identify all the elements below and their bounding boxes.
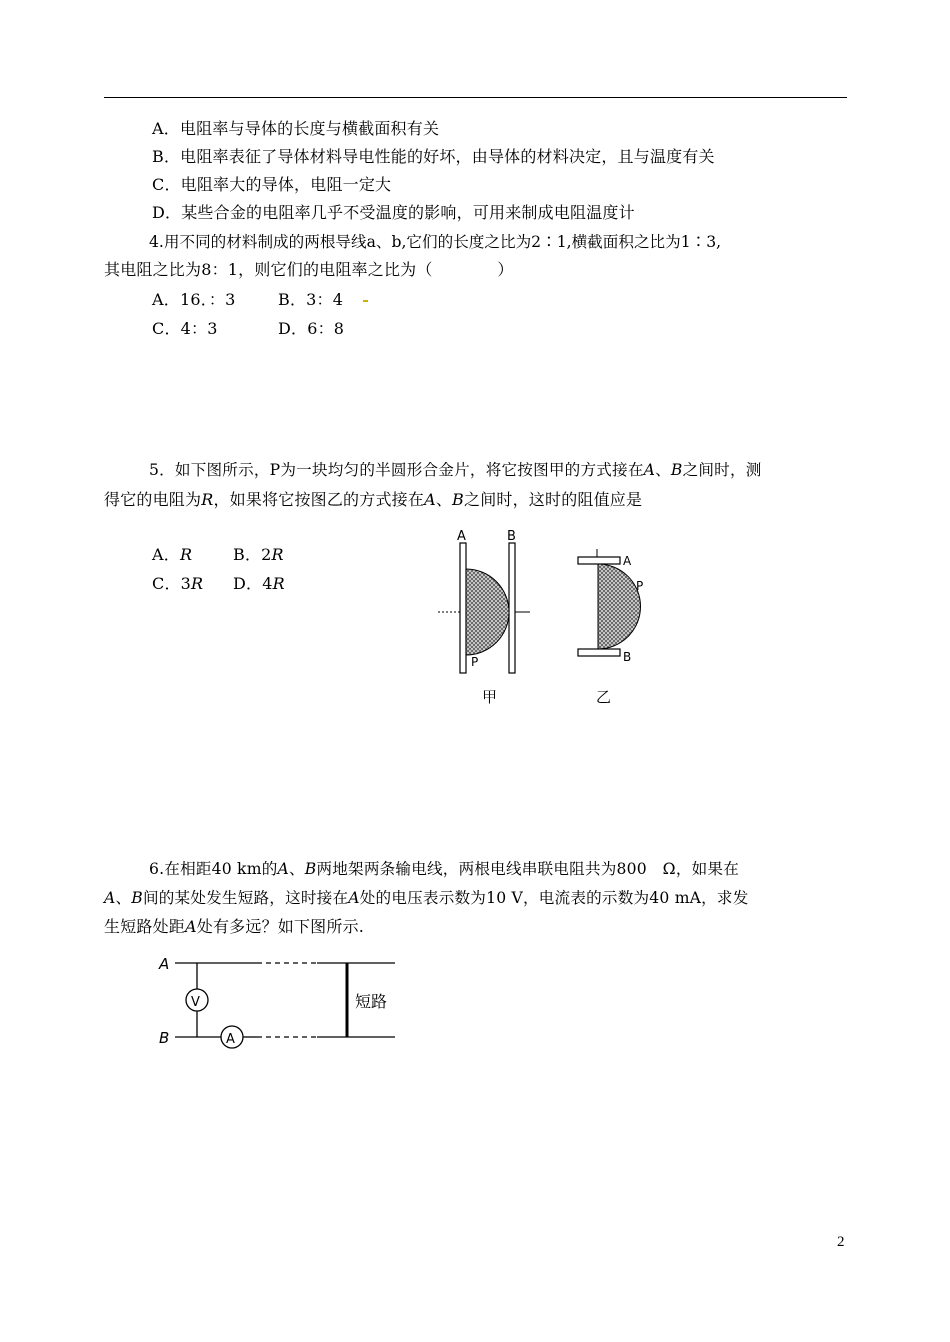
ammeter-label: A	[226, 1032, 235, 1047]
q4-option-b: B．3：4	[278, 290, 344, 309]
q6-stem-line1: 6.在相距40 km的A、B两地架两条输电线，两根电线串联电阻共为800 Ω，如果在	[149, 860, 739, 878]
short-label: 短路	[355, 992, 388, 1011]
yi-label-b: B	[623, 650, 632, 664]
q5-stem-line1: 5．如下图所示，P为一块均匀的半圆形合金片，将它按图甲的方式接在A、B之间时，测	[149, 461, 762, 479]
voltmeter-label: V	[191, 995, 200, 1010]
q5-option-a: A．R	[152, 545, 193, 564]
q6-circuit	[155, 945, 405, 1053]
q4-option-a: A．16．：3	[152, 290, 236, 309]
q5-option-c: C．3R	[152, 574, 204, 593]
q5-figure	[430, 525, 660, 715]
q4-stem-line2: 其电阻之比为8：1，则它们的电阻率之比为（ ）	[104, 260, 514, 279]
q3-option-a: A．电阻率与导体的长度与横截面积有关	[152, 119, 440, 138]
edit-mark	[363, 300, 368, 302]
jia-semicircle	[466, 569, 509, 655]
q4-option-c: C．4：3	[152, 319, 218, 338]
q3-option-c: C．电阻率大的导体，电阻一定大	[152, 175, 392, 194]
circuit-label-b: B	[159, 1029, 170, 1047]
yi-plate-a	[578, 557, 620, 564]
jia-label-p: P	[471, 655, 479, 669]
q3-option-b: B．电阻率表征了导体材料导电性能的好坏，由导体的材料决定，且与温度有关	[152, 147, 715, 166]
figure-yi	[578, 549, 643, 706]
figure-jia	[438, 529, 530, 706]
jia-caption: 甲	[482, 688, 498, 706]
q5-option-b: B．2R	[233, 545, 284, 564]
jia-plate-a	[460, 543, 466, 673]
q6-stem-line3: 生短路处距A处有多远？如下图所示.	[104, 917, 365, 936]
yi-label-a: A	[623, 554, 632, 568]
header-rule	[104, 97, 847, 98]
jia-label-a: A	[457, 529, 466, 544]
jia-label-b: B	[507, 529, 516, 544]
q6-stem-line2: A、B间的某处发生短路，这时接在A处的电压表示数为10 V，电流表的示数为40 mA，求发	[104, 889, 749, 907]
yi-caption: 乙	[596, 688, 612, 706]
q4-stem-line1: 4.用不同的材料制成的两根导线a、b,它们的长度之比为2∶1,横截面积之比为1∶3,	[149, 233, 722, 251]
yi-semicircle	[598, 564, 644, 649]
yi-label-p: P	[636, 579, 644, 593]
jia-plate-b	[509, 543, 515, 673]
q5-option-d: D．4R	[233, 574, 285, 593]
yi-plate-b	[578, 649, 620, 656]
q3-option-d: D．某些合金的电阻率几乎不受温度的影响，可用来制成电阻温度计	[152, 203, 635, 222]
q4-option-d: D．6：8	[278, 319, 345, 338]
q5-stem-line2: 得它的电阻为R，如果将它按图乙的方式接在A、B之间时，这时的阻值应是	[104, 490, 643, 509]
circuit-label-a: A	[159, 955, 170, 973]
page-number: 2	[837, 1234, 845, 1250]
